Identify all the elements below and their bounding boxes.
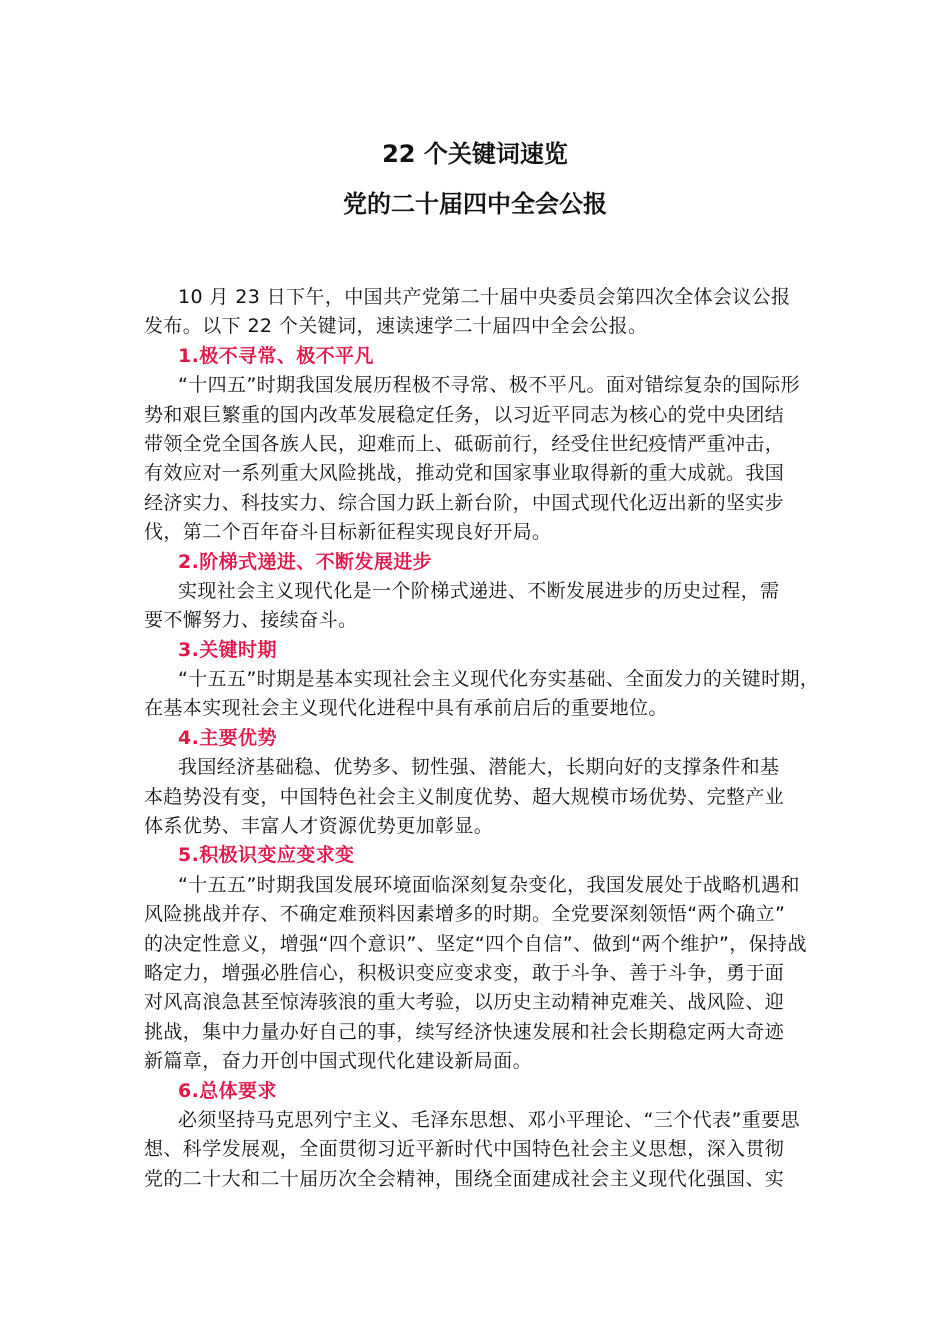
paragraph-line: 经济实力、科技实力、综合国力跃上新台阶，中国式现代化迈出新的坚实步 xyxy=(144,491,785,514)
paragraph-line: 风险挑战并存、不确定难预料因素增多的时期。全党要深刻领悟“两个确立” xyxy=(144,903,786,926)
paragraph-line: 略定力，增强必胜信心，积极识变应变求变，敢于斗争、善于斗争，勇于面 xyxy=(144,961,785,984)
paragraph-line: 有效应对一系列重大风险挑战，推动党和国家事业取得新的重大成就。我国 xyxy=(144,462,785,485)
paragraph-line: 伐，第二个百年奋斗目标新征程实现良好开局。 xyxy=(144,521,552,544)
keyword-section xyxy=(144,342,814,548)
keyword-section xyxy=(144,1077,814,1195)
section-heading: 1.极不寻常、极不平凡 xyxy=(178,344,374,367)
paragraph-line: 在基本实现社会主义现代化进程中具有承前启后的重要地位。 xyxy=(144,697,668,720)
section-heading: 5.积极识变应变求变 xyxy=(178,844,355,867)
paragraph-line: 的决定性意义，增强“四个意识”、坚定“四个自信”、做到“两个维护”，保持战 xyxy=(144,932,807,955)
paragraph-line: 党的二十大和二十届历次全会精神，围绕全面建成社会主义现代化强国、实 xyxy=(144,1167,785,1190)
intro-line: 10 月 23 日下午，中国共产党第二十届中央委员会第四次全体会议公报 xyxy=(178,286,791,308)
section-heading: 3.关键时期 xyxy=(178,638,277,661)
section-heading: 4.主要优势 xyxy=(178,726,277,749)
document-title: 22 个关键词速览 xyxy=(382,140,568,168)
paragraph-line: 要不懈努力、接续奋斗。 xyxy=(144,609,358,632)
keyword-section xyxy=(144,724,814,842)
keyword-section xyxy=(144,841,814,1076)
paragraph-line: “十四五”时期我国发展历程极不寻常、极不平凡。面对错综复杂的国际形 xyxy=(178,374,800,397)
paragraph-line: “十五五”时期是基本实现社会主义现代化夯实基础、全面发力的关键时期， xyxy=(178,668,820,691)
document-subtitle: 党的二十届四中全会公报 xyxy=(343,190,607,218)
paragraph-line: 新篇章，奋力开创中国式现代化建设新局面。 xyxy=(144,1050,533,1073)
intro-line: 发布。以下 22 个关键词，速读速学二十届四中全会公报。 xyxy=(144,315,648,338)
paragraph-line: 本趋势没有变，中国特色社会主义制度优势、超大规模市场优势、完整产业 xyxy=(144,785,785,808)
paragraph-line: 势和艰巨繁重的国内改革发展稳定任务，以习近平同志为核心的党中央团结 xyxy=(144,403,785,426)
keyword-section xyxy=(144,636,820,724)
section-heading: 2.阶梯式递进、不断发展进步 xyxy=(178,550,433,573)
keyword-section xyxy=(144,548,814,636)
paragraph-line: 想、科学发展观，全面贯彻习近平新时代中国特色社会主义思想，深入贯彻 xyxy=(144,1138,785,1161)
paragraph-line: 我国经济基础稳、优势多、韧性强、潜能大，长期向好的支撑条件和基 xyxy=(178,756,780,779)
paragraph-line: 体系优势、丰富人才资源优势更加彰显。 xyxy=(144,815,494,838)
section-heading: 6.总体要求 xyxy=(178,1079,277,1102)
paragraph-line: 对风高浪急甚至惊涛骇浪的重大考验，以历史主动精神克难关、战风险、迎 xyxy=(144,991,785,1014)
document-body xyxy=(144,283,820,1194)
paragraph-line: 必须坚持马克思列宁主义、毛泽东思想、邓小平理论、“三个代表”重要思 xyxy=(178,1108,800,1131)
paragraph-line: 实现社会主义现代化是一个阶梯式递进、不断发展进步的历史过程，需 xyxy=(178,579,780,602)
paragraph-line: “十五五”时期我国发展环境面临深刻复杂变化，我国发展处于战略机遇和 xyxy=(178,873,800,896)
paragraph-line: 挑战，集中力量办好自己的事，续写经济快速发展和社会长期稳定两大奇迹 xyxy=(144,1020,785,1043)
paragraph-line: 带领全党全国各族人民，迎难而上、砥砺前行，经受住世纪疫情严重冲击， xyxy=(144,432,785,455)
